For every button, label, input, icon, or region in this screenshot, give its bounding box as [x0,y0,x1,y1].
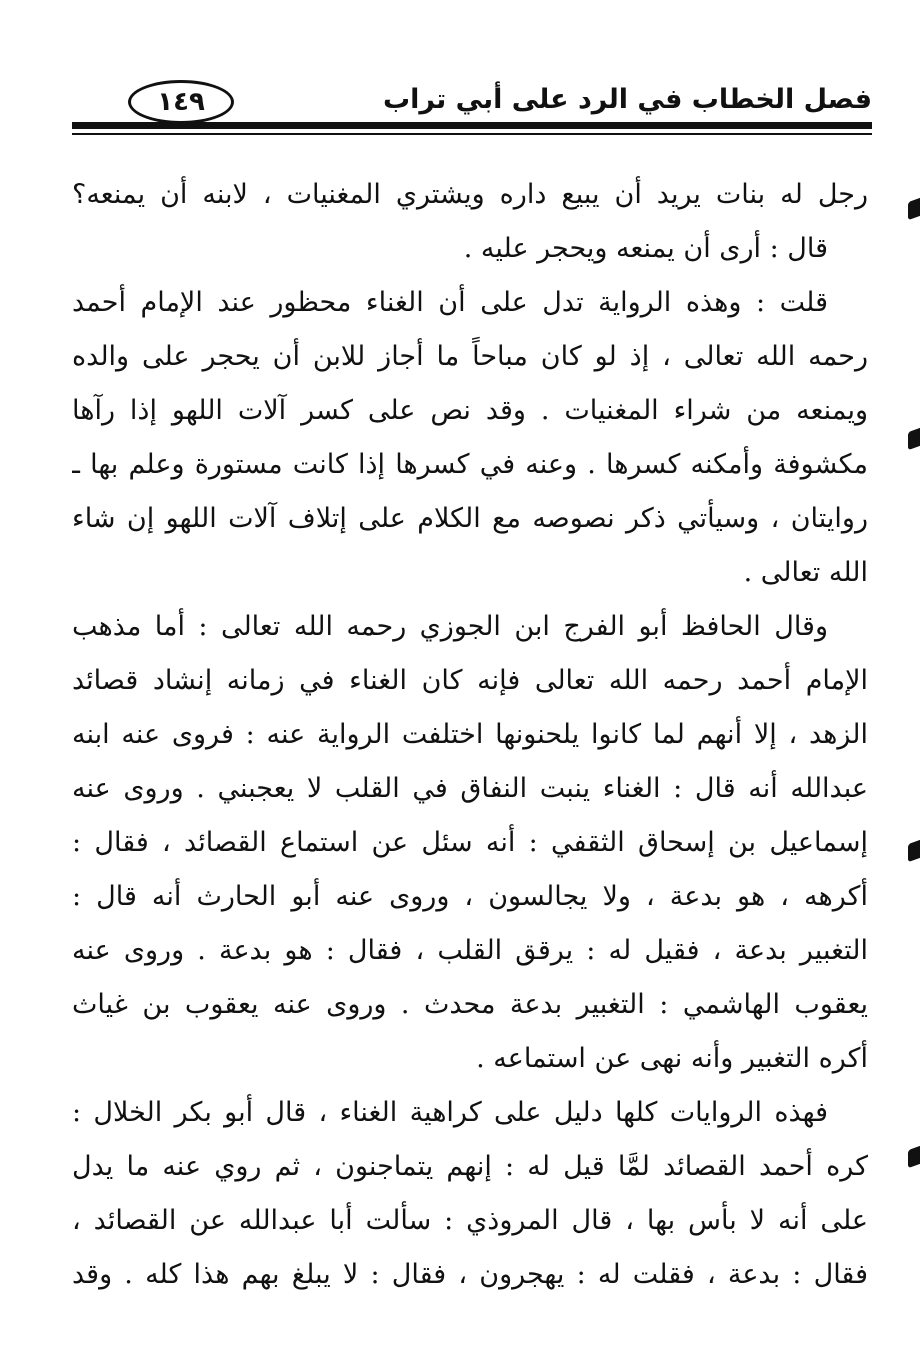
text-line: فهذه الروايات كلها دليل على كراهية الغناء ، قال أبو بكر الخلال : [72,1097,828,1128]
text-line: روايتان ، وسيأتي ذكر نصوصه مع الكلام على إتلاف آلات اللهو إن شاء [72,503,868,534]
margin-mark [908,428,920,450]
text-line: مكشوفة وأمكنه كسرها . وعنه في كسرها إذا كانت مستورة وعلم بها ـ [72,449,868,480]
text-line: أكره التغبير وأنه نهى عن استماعه . [476,1043,868,1074]
text-line: الله تعالى . [743,557,868,588]
margin-mark [908,198,920,220]
text-line: إسماعيل بن إسحاق الثقفي : أنه سئل عن استماع القصائد ، فقال : [72,827,868,858]
text-line: وقال الحافظ أبو الفرج ابن الجوزي رحمه الله تعالى : أما مذهب [72,611,828,642]
header-rule-thin [72,133,872,135]
text-line: على أنه لا بأس بها ، قال المروذي : سألت أبا عبدالله عن القصائد ، [72,1205,868,1236]
running-title: فصل الخطاب في الرد على أبي تراب [382,84,872,115]
text-line: ويمنعه من شراء المغنيات . وقد نص على كسر آلات اللهو إذا رآها [72,395,868,426]
text-line: يعقوب الهاشمي : التغبير بدعة محدث . وروى عنه يعقوب بن غياث [72,989,868,1020]
text-line: قال : أرى أن يمنعه ويحجر عليه . [463,233,828,264]
page-number: ١٤٩ [128,80,234,124]
text-line: كره أحمد القصائد لمَّا قيل له : إنهم يتماجنون ، ثم روي عنه ما يدل [72,1151,868,1182]
text-line: أكرهه ، هو بدعة ، ولا يجالسون ، وروى عنه أبو الحارث أنه قال : [72,881,868,912]
text-line: الزهد ، إلا أنهم لما كانوا يلحنونها اختلفت الرواية عنه : فروى عنه ابنه [72,719,868,750]
text-line: فقال : بدعة ، فقلت له : يهجرون ، فقال : لا يبلغ بهم هذا كله . وقد [72,1259,868,1290]
margin-mark [908,840,920,862]
text-line: عبدالله أنه قال : الغناء ينبت النفاق في القلب لا يعجبني . وروى عنه [72,773,868,804]
text-line: رحمه الله تعالى ، إذ لو كان مباحاً ما أجاز للابن أن يحجر على والده [72,341,868,372]
margin-mark [908,1146,920,1168]
text-line: التغبير بدعة ، فقيل له : يرقق القلب ، فقال : هو بدعة . وروى عنه [72,935,868,966]
text-line: رجل له بنات يريد أن يبيع داره ويشتري المغنيات ، لابنه أن يمنعه؟ [72,179,868,210]
text-line: قلت : وهذه الرواية تدل على أن الغناء محظور عند الإمام أحمد [72,287,828,318]
page-header [72,70,872,140]
body-text [72,168,868,1302]
text-line: الإمام أحمد رحمه الله تعالى فإنه كان الغناء في زمانه إنشاد قصائد [72,665,868,696]
